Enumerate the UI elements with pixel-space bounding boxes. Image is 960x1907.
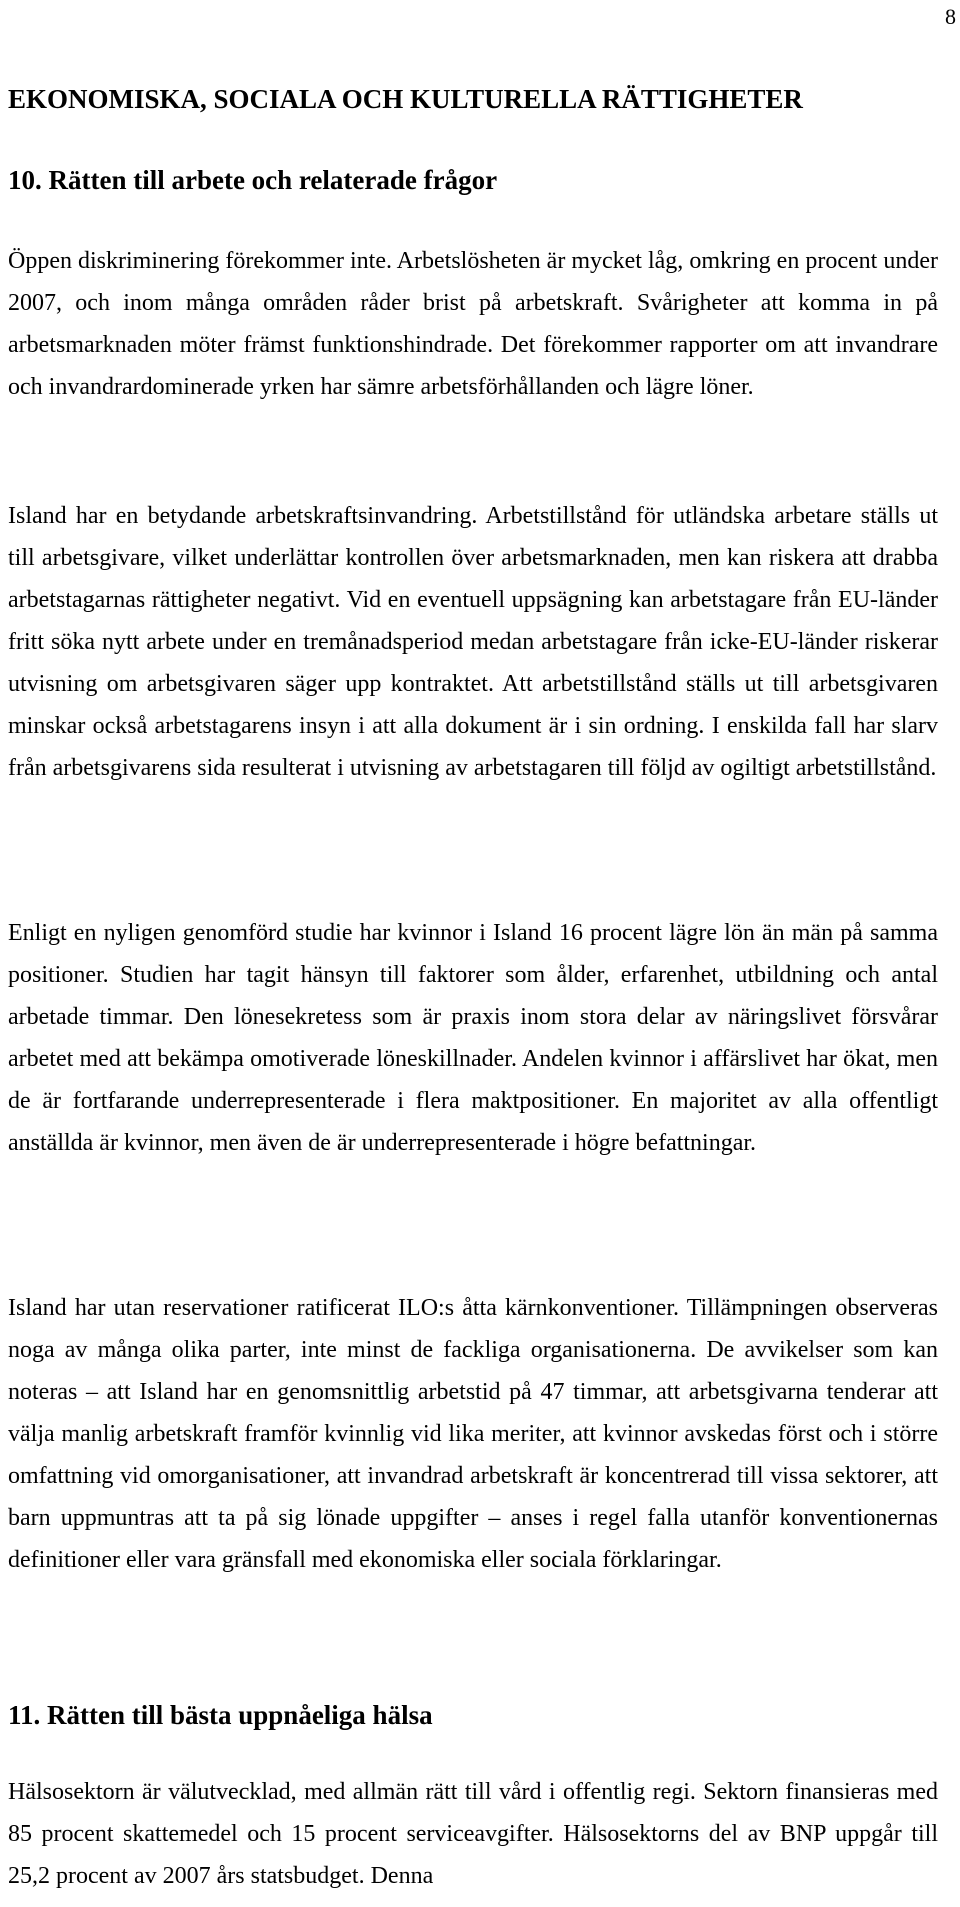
section-title: 11. Rätten till bästa uppnåeliga hälsa bbox=[8, 1700, 433, 1730]
paragraph: Öppen diskriminering förekommer inte. Arbetslösheten är mycket låg, omkring en procent under 2007, och inom många områden råder brist på arbetskraft. Svårigheter att komma in på arbetsmarknaden möter främst funktionshindrade. Det förekommer rapporter om att invandrare och invandrardominerade yrken har sämre arbetsförhållanden och lägre löner. bbox=[8, 248, 938, 400]
paragraph: Island har en betydande arbetskraftsinvandring. Arbetstillstånd för utländska arbetare ställs ut till arbetsgivare, vilket underlättar kontrollen över arbetsmarknaden, men kan riskera att drabba arbetstagarnas rättigheter negativt. Vid en eventuell uppsägning kan arbetstagare från EU-länder fritt söka nytt arbete under en tremånadsperiod medan arbetstagare från icke-EU-länder riskerar utvisning om arbetsgivaren säger upp kontraktet. Att arbetstillstånd ställs ut till arbetsgivaren minskar också arbetstagarens insyn i att alla dokument är i sin ordning. I enskilda fall har slarv från arbetsgivarens sida resulterat i utvisning av arbetstagaren till följd av ogiltigt arbetstillstånd. bbox=[8, 503, 938, 781]
paragraph: Enligt en nyligen genomförd studie har kvinnor i Island 16 procent lägre lön än män på samma positioner. Studien har tagit hänsyn till faktorer som ålder, erfarenhet, utbildning och antal arbetade timmar. Den lönesekretess som är praxis inom stora delar av näringslivet försvårar arbetet med att bekämpa omotiverade löneskillnader. Andelen kvinnor i affärslivet har ökat, men de är fortfarande underrepresenterade i flera maktpositioner. En majoritet av alla offentligt anställda är kvinnor, men även de är underrepresenterade i högre befattningar. bbox=[8, 920, 938, 1156]
part-title: EKONOMISKA, SOCIALA OCH KULTURELLA RÄTTIGHETER bbox=[8, 84, 803, 114]
page-number: 8 bbox=[945, 4, 956, 29]
paragraph: Island har utan reservationer ratificerat ILO:s åtta kärnkonventioner. Tillämpningen observeras noga av många olika parter, inte minst de fackliga organisationerna. De avvikelser som kan noteras – att Island har en genomsnittlig arbetstid på 47 timmar, att arbetsgivarna tenderar att välja manlig arbetskraft framför kvinnlig vid lika meriter, att kvinnor avskedas först och i större omfattning vid omorganisationer, att invandrad arbetskraft är koncentrerad till vissa sektorer, att barn uppmuntras att ta på sig lönade uppgifter – anses i regel falla utanför konventionernas definitioner eller vara gränsfall med ekonomiska eller sociala förklaringar. bbox=[8, 1295, 938, 1573]
paragraph: Hälsosektorn är välutvecklad, med allmän rätt till vård i offentlig regi. Sektorn finansieras med 85 procent skattemedel och 15 procent serviceavgifter. Hälsosektorns del av BNP uppgår till 25,2 procent av 2007 års statsbudget. Denna bbox=[8, 1779, 938, 1889]
section-title: 10. Rätten till arbete och relaterade frågor bbox=[8, 165, 498, 195]
